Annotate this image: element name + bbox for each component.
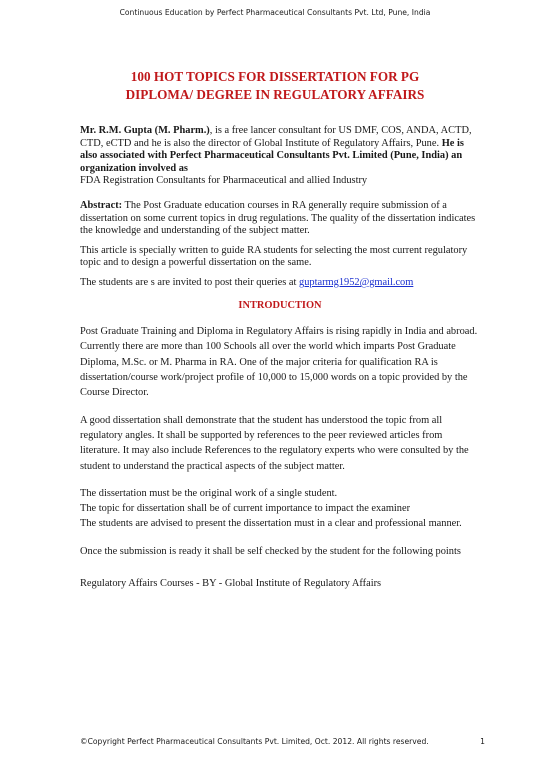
intro-paragraph-4: Once the submission is ready it shall be self checked by the student for the following points	[80, 545, 461, 557]
queries-paragraph	[80, 277, 480, 290]
queries-text: The students are s are invited to post their queries at	[80, 276, 300, 288]
title-line-1: 100 HOT TOPICS FOR DISSERTATION FOR PG	[130, 69, 420, 84]
author-bio-end: FDA Registration Consultants for Pharmaceutical and allied Industry	[80, 175, 368, 187]
running-header: Continuous Education by Perfect Pharmaceutical Consultants Pvt. Ltd, Pune, India	[119, 8, 431, 17]
document-title	[40, 68, 510, 104]
copyright-text: ©Copyright Perfect Pharmaceutical Consultants Pvt. Limited, Oct. 2012. All rights reserved.	[80, 737, 429, 746]
intro-paragraph-2: A good dissertation shall demonstrate that the student has understood the topic from all regulatory angles. It shall be supported by references to the peer reviewed articles from literature. It may also include References to the regulatory experts who were consulted by the student to understand the practical aspects of the subject matter.	[80, 414, 469, 472]
title-line-2: DIPLOMA/ DEGREE IN REGULATORY AFFAIRS	[125, 87, 425, 102]
introduction-heading: INTRODUCTION	[238, 299, 322, 311]
dissertation-rules	[80, 486, 480, 532]
abstract-label: Abstract:	[80, 199, 123, 211]
article-note: This article is specially written to guide RA students for selecting the most current regulatory topic and to design a powerful dissertation on the same.	[80, 244, 468, 269]
page-footer	[80, 737, 485, 746]
contact-email-link[interactable]: guptarmg1952@gmail.com	[299, 276, 414, 288]
document-body	[80, 125, 480, 591]
author-bio: , is a free lancer consultant for US DMF, COS, ANDA, ACTD, CTD, eCTD and he is also the director of Global Institute of Regulatory Affairs, Pune.	[80, 125, 472, 149]
abstract-paragraph	[80, 200, 480, 238]
author-association: He is also associated with Perfect Pharmaceutical Consultants Pvt. Limited (Pune, India) an organization involved as	[80, 137, 464, 174]
abstract-text: The Post Graduate education courses in RA generally require submission of a dissertation on some current topics in drug regulations. The quality of the dissertation indicates the knowledge and understanding of the subject matter.	[80, 199, 476, 237]
author-paragraph	[80, 125, 480, 188]
rule-topic-importance: The topic for dissertation shall be of current importance to impact the examiner	[80, 503, 411, 515]
author-name: Mr. R.M. Gupta (M. Pharm.)	[80, 125, 210, 136]
rule-original-work: The dissertation must be the original work of a single student.	[80, 487, 338, 499]
page-number: 1	[480, 737, 485, 746]
gira-courses-line: Regulatory Affairs Courses - BY - Global Institute of Regulatory Affairs	[80, 577, 382, 589]
intro-paragraph-1: Post Graduate Training and Diploma in Regulatory Affairs is rising rapidly in India and abroad. Currently there are more than 100 Schools all over the world which imparts Post Graduate Diploma, M.Sc. or M. Pharma in RA. One of the major criteria for qualification RA is dissertation/course work/project profile of 10,000 to 15,000 words on a topic provided by the Course Director.	[80, 326, 478, 399]
rule-presentation: The students are advised to present the dissertation must in a clear and professional manner.	[80, 518, 462, 530]
